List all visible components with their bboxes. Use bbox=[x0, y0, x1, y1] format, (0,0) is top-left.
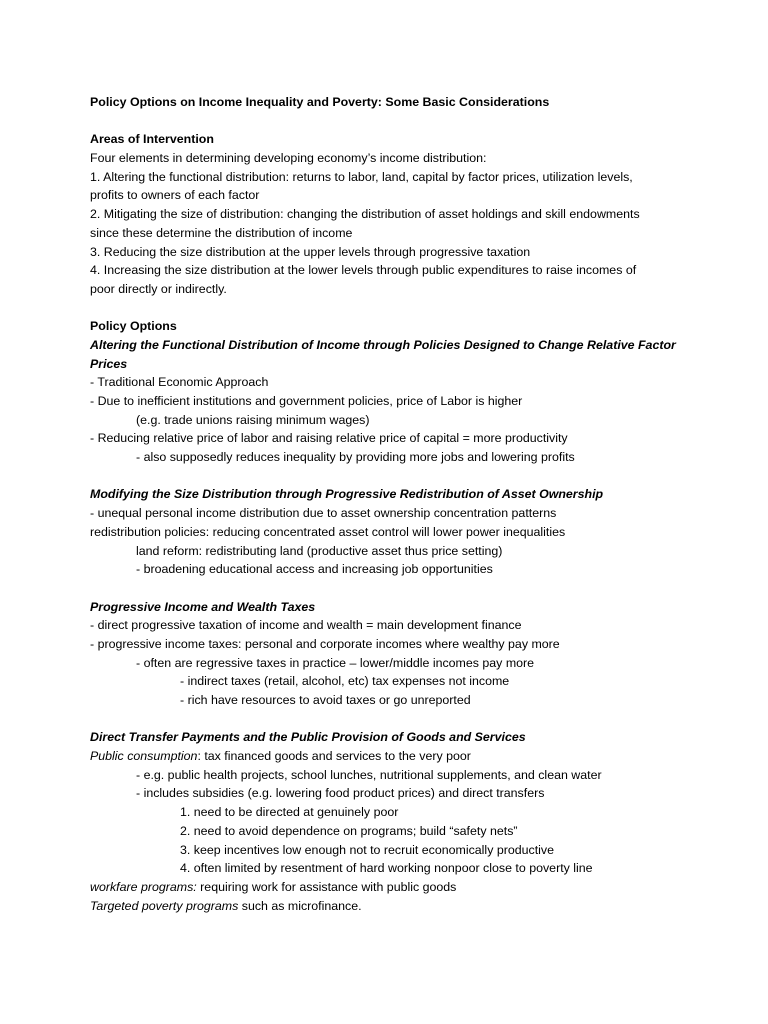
areas-line: profits to owners of each factor bbox=[90, 188, 260, 203]
asset-line: - unequal personal income distribution due to asset ownership concentration patterns bbox=[90, 506, 557, 521]
policy-line: - Reducing relative price of labor and raising relative price of capital = more productivity bbox=[90, 431, 568, 446]
areas-line: 2. Mitigating the size of distribution: changing the distribution of asset holdings and skill endowments bbox=[90, 207, 640, 222]
spacer bbox=[90, 112, 730, 131]
areas-line: 1. Altering the functional distribution: returns to labor, land, capital by factor prices, utilization levels, bbox=[90, 169, 633, 184]
spacer bbox=[90, 299, 730, 318]
spacer bbox=[90, 467, 730, 486]
areas-line: 4. Increasing the size distribution at the lower levels through public expenditures to raise incomes of bbox=[90, 263, 637, 278]
asset-line: redistribution policies: reducing concentrated asset control will lower power inequalities bbox=[90, 524, 566, 539]
document-page bbox=[90, 93, 730, 915]
taxes-heading: Progressive Income and Wealth Taxes bbox=[90, 599, 316, 614]
policy-line: - also supposedly reduces inequality by providing more jobs and lowering profits bbox=[136, 450, 575, 465]
workfare-label: workfare programs: bbox=[90, 879, 197, 894]
areas-line: since these determine the distribution of income bbox=[90, 225, 353, 240]
transfers-item: 2. need to avoid dependence on programs; build “safety nets” bbox=[180, 823, 518, 838]
taxes-line: - often are regressive taxes in practice – lower/middle incomes pay more bbox=[136, 655, 535, 670]
policy-heading: Policy Options bbox=[90, 319, 177, 334]
spacer bbox=[90, 710, 730, 729]
document-title: Policy Options on Income Inequality and Poverty: Some Basic Considerations bbox=[90, 95, 550, 109]
targeted-line bbox=[90, 897, 730, 916]
taxes-line: - direct progressive taxation of income and wealth = main development finance bbox=[90, 618, 522, 633]
policy-subheading-continued: Prices bbox=[90, 356, 128, 371]
asset-line: land reform: redistributing land (productive asset thus price setting) bbox=[136, 543, 503, 558]
spacer bbox=[90, 579, 730, 598]
areas-heading: Areas of Intervention bbox=[90, 132, 214, 147]
areas-intro: Four elements in determining developing economy’s income distribution: bbox=[90, 151, 487, 166]
policy-line: - Traditional Economic Approach bbox=[90, 375, 269, 390]
public-consumption-text: : tax financed goods and services to the very poor bbox=[197, 749, 471, 764]
taxes-line: - indirect taxes (retail, alcohol, etc) tax expenses not income bbox=[180, 674, 510, 689]
transfers-line: - e.g. public health projects, school lunches, nutritional supplements, and clean water bbox=[136, 767, 602, 782]
public-consumption-line bbox=[90, 747, 730, 766]
workfare-text: requiring work for assistance with public goods bbox=[196, 879, 457, 894]
areas-line: poor directly or indirectly. bbox=[90, 281, 227, 296]
taxes-line: - rich have resources to avoid taxes or go unreported bbox=[180, 693, 471, 707]
policy-line: (e.g. trade unions raising minimum wages) bbox=[136, 412, 370, 427]
policy-line: - Due to inefficient institutions and government policies, price of Labor is higher bbox=[90, 394, 523, 408]
transfers-line: - includes subsidies (e.g. lowering food product prices) and direct transfers bbox=[136, 786, 545, 801]
transfers-item: 3. keep incentives low enough not to recruit economically productive bbox=[180, 842, 554, 857]
areas-line: 3. Reducing the size distribution at the upper levels through progressive taxation bbox=[90, 244, 531, 259]
workfare-line bbox=[90, 878, 730, 897]
transfers-item: 1. need to be directed at genuinely poor bbox=[180, 805, 399, 820]
transfers-heading: Direct Transfer Payments and the Public Provision of Goods and Services bbox=[90, 730, 526, 745]
transfers-item: 4. often limited by resentment of hard working nonpoor close to poverty line bbox=[180, 861, 593, 876]
public-consumption-label: Public consumption bbox=[90, 749, 198, 764]
taxes-line: - progressive income taxes: personal and corporate incomes where wealthy pay more bbox=[90, 636, 560, 651]
policy-subheading: Altering the Functional Distribution of Income through Policies Designed to Change Relative Factor bbox=[90, 337, 676, 352]
asset-heading: Modifying the Size Distribution through Progressive Redistribution of Asset Ownership bbox=[90, 487, 604, 502]
asset-line: - broadening educational access and increasing job opportunities bbox=[136, 562, 493, 577]
targeted-label: Targeted poverty programs bbox=[90, 898, 239, 913]
targeted-text: such as microfinance. bbox=[238, 898, 362, 913]
